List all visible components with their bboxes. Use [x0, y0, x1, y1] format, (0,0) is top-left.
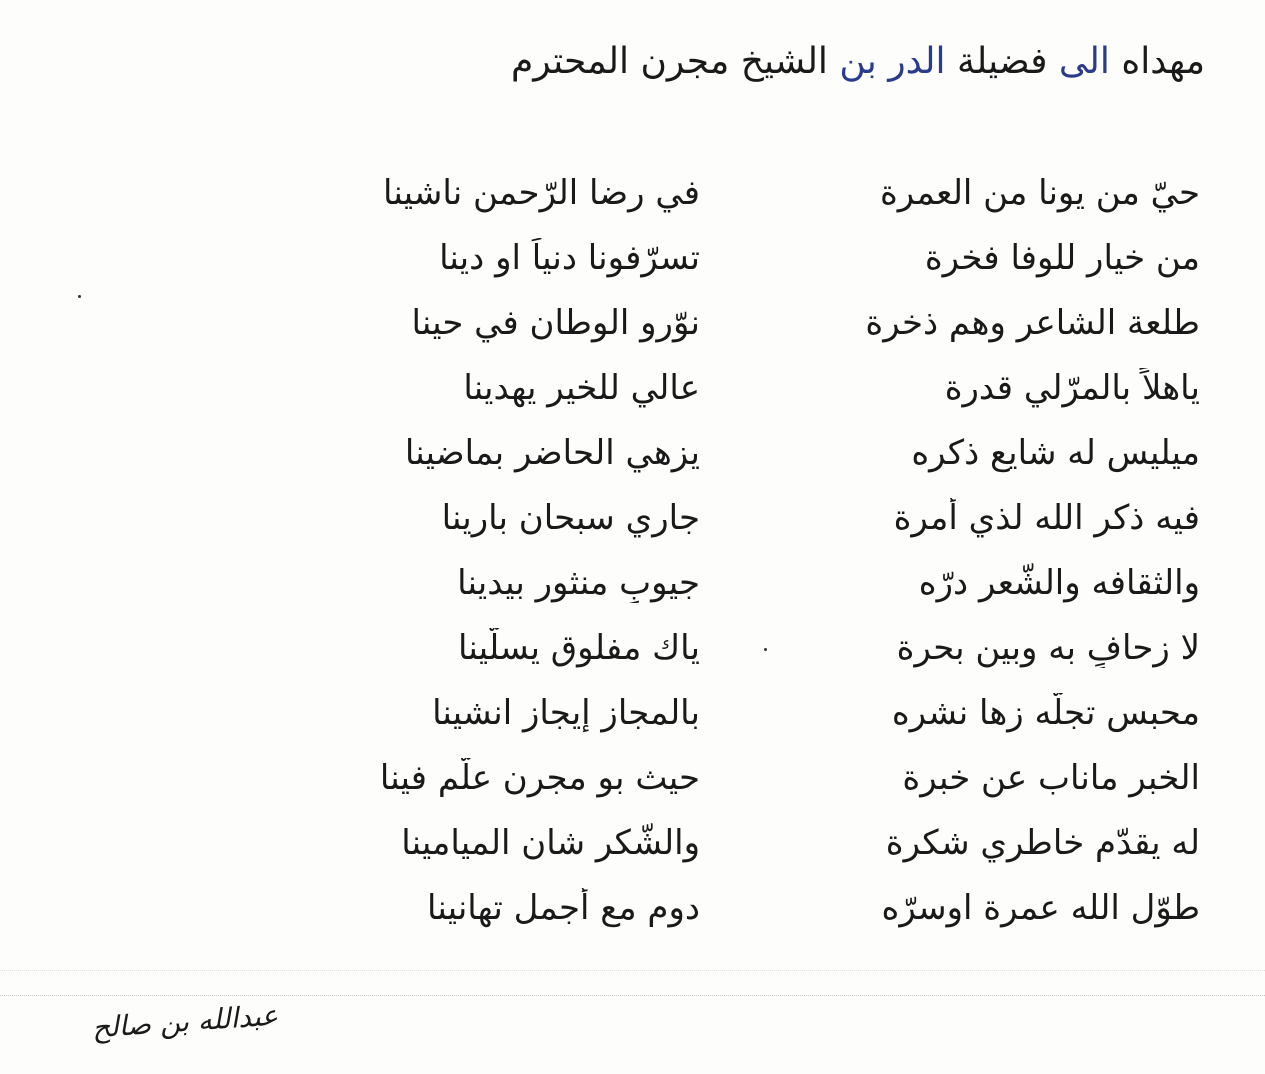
verse — [300, 355, 1200, 420]
hemistich-left: في رضا الرّحمن ناشينا — [383, 172, 700, 213]
dedication-name: الدر بن — [839, 41, 946, 82]
dedication-rest: الشيخ مجرن المحترم — [510, 41, 828, 82]
signature: عبدالله بن صالح — [90, 998, 280, 1045]
hemistich-right: له يقدّم خاطري شكرة — [885, 822, 1200, 863]
dedication-line — [305, 40, 1205, 83]
hemistich-left: والشّكر شان الميامينا — [401, 822, 700, 863]
hemistich-left: ياك مفلوقٍ يسلّينا — [457, 627, 700, 668]
verse — [300, 745, 1200, 810]
verse — [300, 225, 1200, 290]
hemistich-right: طلعة الشاعر وهم ذخرة — [865, 302, 1200, 343]
hemistich-left: دوم مع أجمل تهانينا — [426, 887, 700, 928]
hemistich-left: جيوبٍ منثور بيدينا — [457, 562, 700, 603]
hemistich-right: محبسٍ تجلّه زها نشره — [891, 692, 1200, 733]
hemistich-right: فيه ذكر الله لذي أمرة — [893, 497, 1200, 538]
verse — [300, 875, 1200, 940]
verse — [300, 680, 1200, 745]
verse — [300, 290, 1200, 355]
hemistich-left: حيث بو مجرن علّم فينا — [379, 757, 700, 798]
divider-line — [0, 995, 1265, 996]
hemistich-right: طوّل الله عمرة اوسرّه — [881, 887, 1200, 928]
hemistich-right: ياهلاً بالمرّلي قدرة — [944, 367, 1200, 408]
verse — [300, 485, 1200, 550]
speck — [78, 295, 81, 298]
hemistich-right: الخبر ماناب عن خبرة — [902, 757, 1200, 798]
dedication-prefix: مهداه — [1121, 41, 1205, 82]
hemistich-right: من خيارٍ للوفا فخرة — [924, 237, 1200, 278]
verse — [300, 420, 1200, 485]
hemistich-left: بالمجاز إيجاز انشينا — [432, 692, 700, 733]
hemistich-left: يزهي الحاضر بماضينا — [404, 432, 700, 473]
verse — [300, 160, 1200, 225]
verse — [300, 615, 1200, 680]
dedication-middle: فضيلة — [956, 41, 1048, 82]
hemistich-left: تسرّفونا دنياً او دينا — [439, 237, 700, 278]
hemistich-right: والثقافه والشّعر درّه — [918, 562, 1200, 603]
divider-line — [0, 970, 1265, 971]
hemistich-left: جاري سبحان بارينا — [441, 497, 700, 538]
hemistich-right: ميليس له شايع ذكره — [911, 432, 1200, 473]
verse — [300, 810, 1200, 875]
poem — [300, 160, 1200, 940]
speck — [764, 648, 767, 651]
hemistich-left: عالي للخير يهدينا — [463, 367, 700, 408]
verse — [300, 550, 1200, 615]
hemistich-left: نوّرو الوطان في حينا — [411, 302, 700, 343]
dedication-to: الى — [1058, 41, 1110, 82]
hemistich-right: لا زحافٍ به وبين بحرة — [896, 627, 1200, 668]
hemistich-right: حيّ من يونا من العمرة — [879, 172, 1200, 213]
